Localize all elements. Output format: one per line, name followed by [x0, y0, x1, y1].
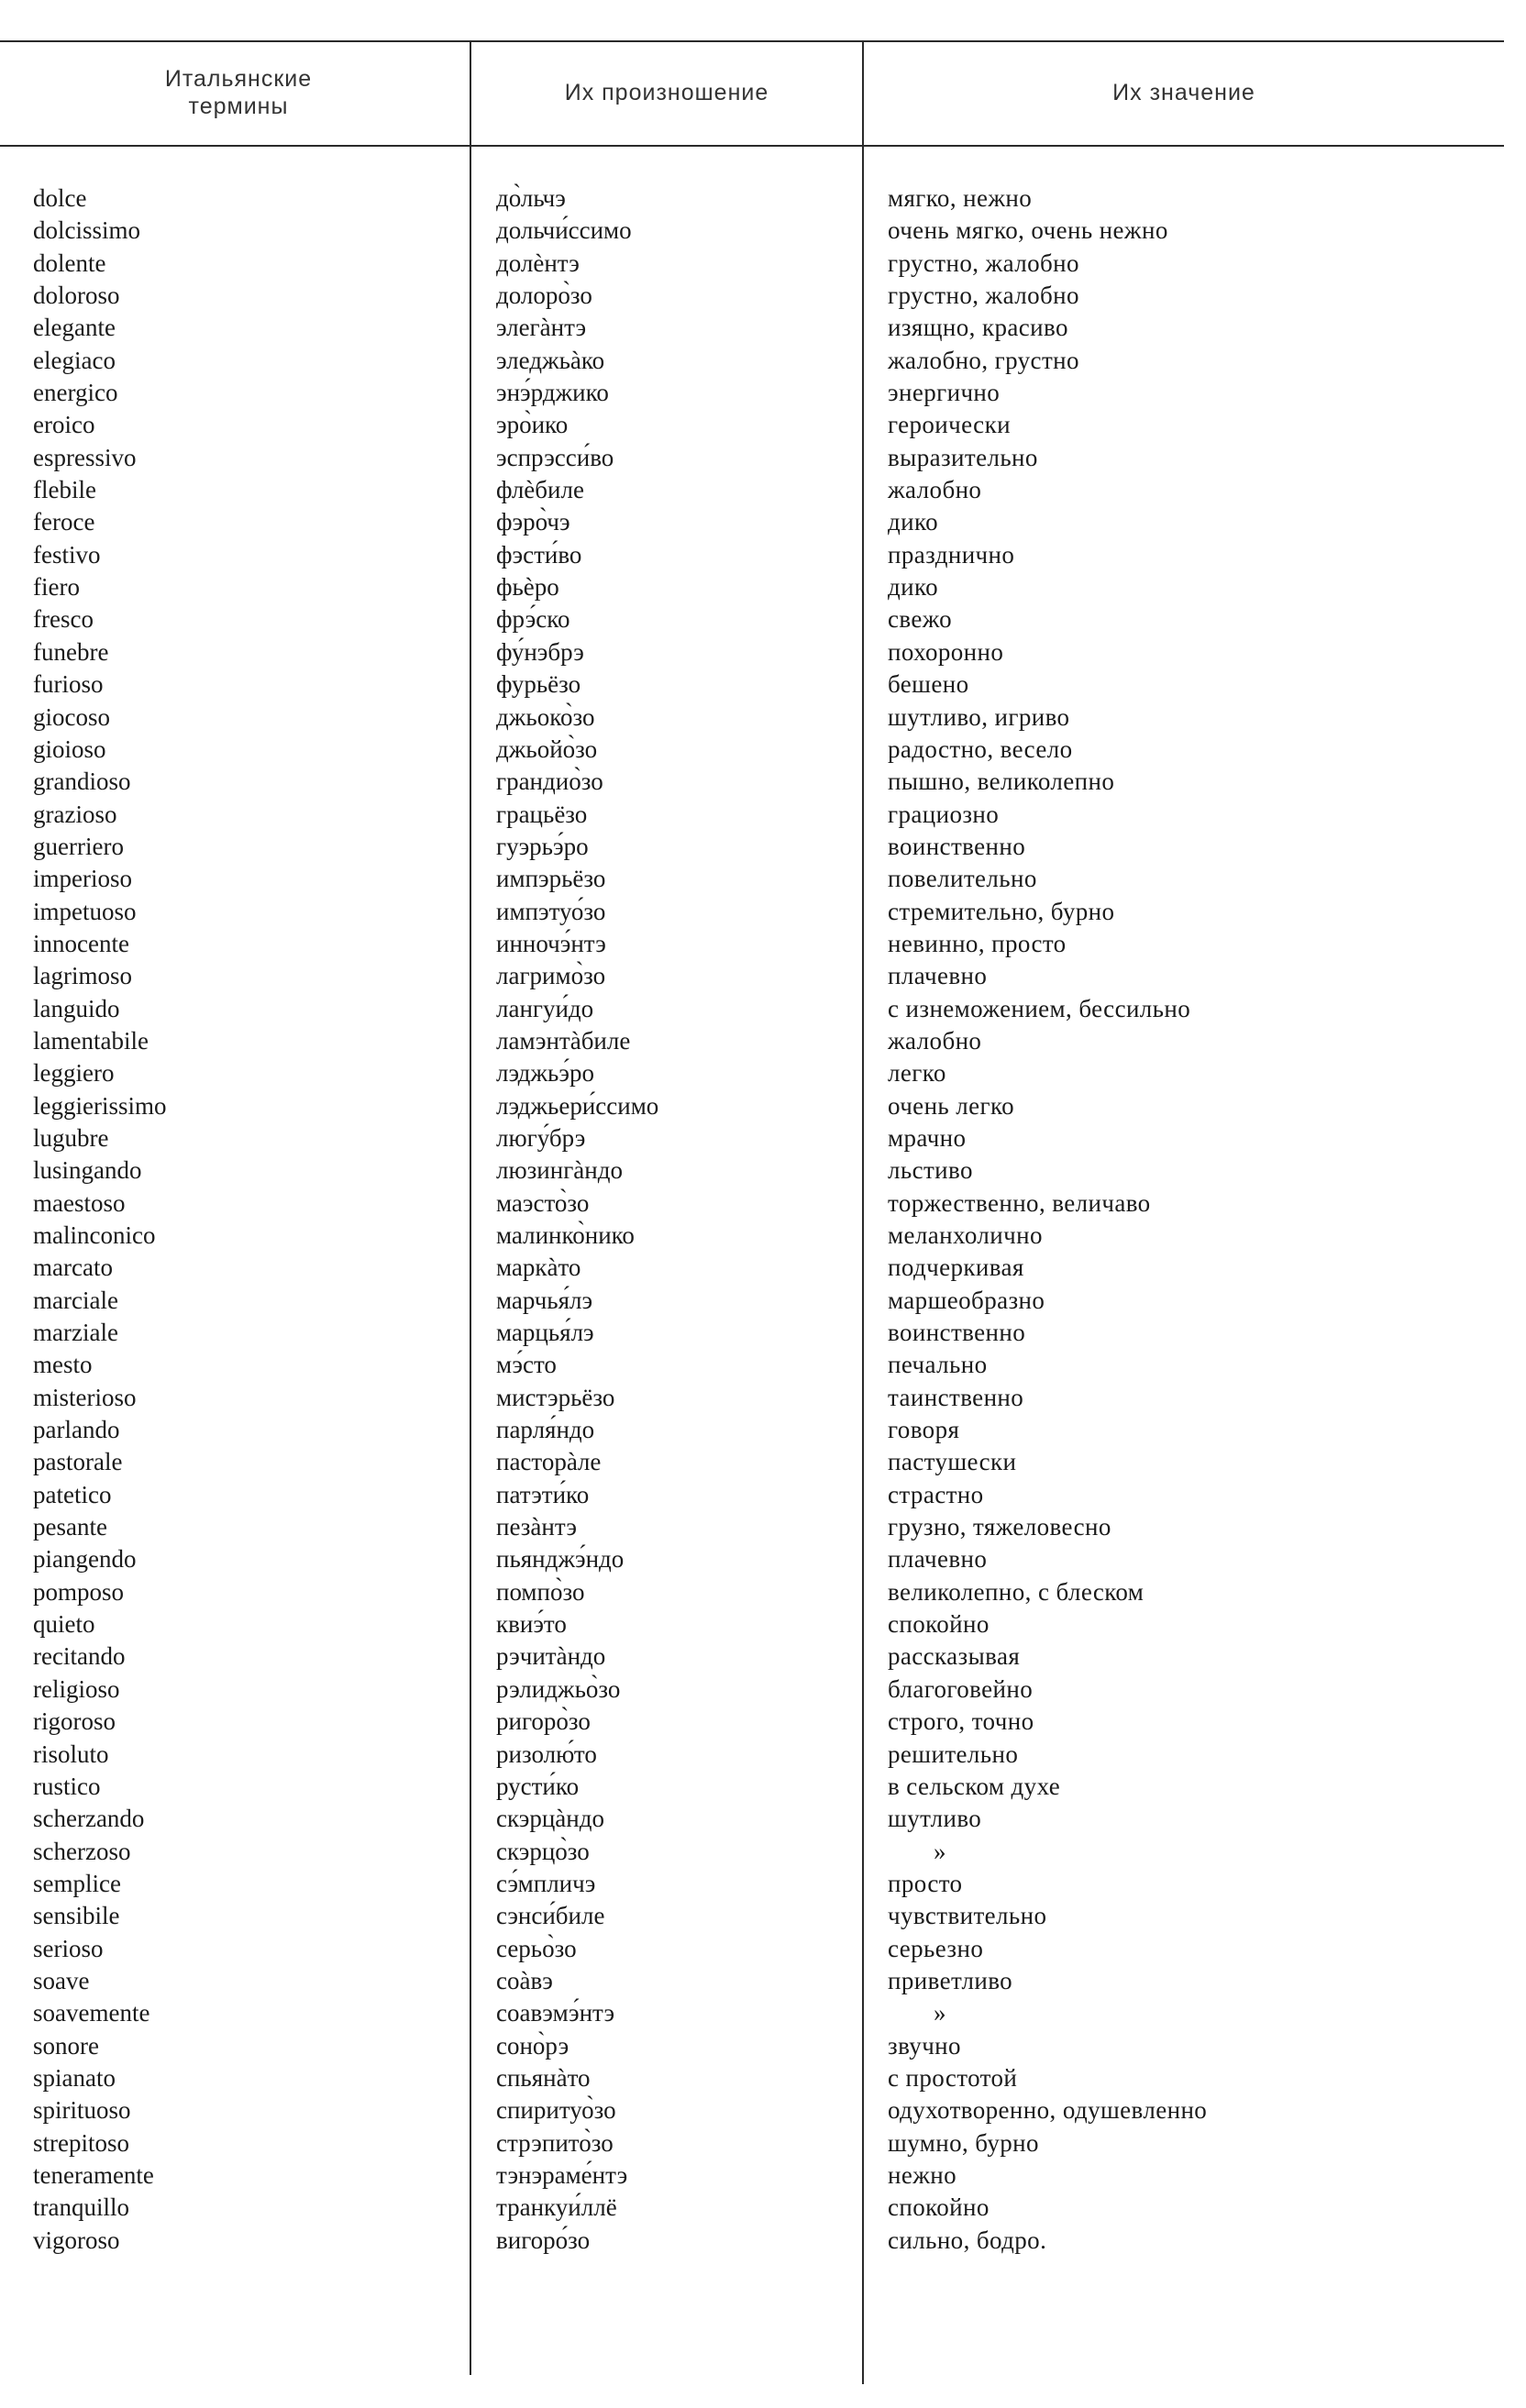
term-cell: pastorale: [33, 1448, 123, 1476]
header-italian-line2: термины: [188, 94, 289, 119]
header-meaning: Их значение: [1112, 80, 1255, 105]
pronunciation-cell: рэлиджьо̀зо: [496, 1674, 621, 1703]
term-cell: maestoso: [33, 1188, 126, 1217]
meaning-cell: чувствительно: [888, 1902, 1047, 1930]
term-cell: impetuoso: [33, 897, 137, 925]
term-cell: quieto: [33, 1610, 95, 1639]
term-cell: dolcissimo: [33, 216, 141, 245]
term-cell: malinconico: [33, 1221, 156, 1249]
pronunciation-cell: эро̀ико: [496, 411, 569, 439]
pronunciation-cell: квиэ́то: [496, 1610, 567, 1639]
meaning-cell: льстиво: [888, 1156, 973, 1185]
term-cell: grandioso: [33, 768, 131, 796]
term-cell: innocente: [33, 929, 129, 957]
pronunciation-cell: люзингàндо: [496, 1156, 623, 1185]
meaning-cell: меланхолично: [888, 1221, 1043, 1249]
term-cell: lusingando: [33, 1156, 142, 1185]
term-cell: soave: [33, 1966, 90, 1994]
meaning-cell: жалобно: [888, 476, 982, 504]
meaning-cell: плачевно: [888, 1545, 988, 1574]
pronunciation-cell: ламэнтàбиле: [496, 1026, 631, 1055]
meaning-cell: жалобно, грустно: [888, 346, 1079, 374]
pronunciation-cell: соавэмэ́нтэ: [496, 1999, 615, 2027]
meaning-cell: грузно, тяжеловесно: [888, 1513, 1111, 1541]
pronunciation-cell: импэрьёзо: [496, 865, 606, 893]
term-cell: spianato: [33, 2063, 116, 2092]
meaning-cell: страстно: [888, 1480, 984, 1508]
meaning-cell: рассказывая: [888, 1642, 1021, 1671]
term-cell: feroce: [33, 508, 95, 536]
pronunciation-cell: гуэрьэ́ро: [496, 832, 589, 860]
pronunciation-cell: долоро̀зо: [496, 282, 592, 310]
column-italian-terms: [33, 182, 464, 2257]
pronunciation-cell: соно̀рэ: [496, 2031, 569, 2060]
pronunciation-cell: скэрцàндо: [496, 1805, 604, 1833]
meaning-cell: плачевно: [888, 962, 988, 990]
meaning-cell: дико: [888, 573, 939, 602]
pronunciation-cell: транкуи́ллё: [496, 2193, 617, 2222]
pronunciation-cell: грандио̀зо: [496, 768, 603, 796]
meaning-cell: невинно, просто: [888, 929, 1067, 957]
meaning-cell: маршеобразно: [888, 1286, 1045, 1314]
meaning-cell: с простотой: [888, 2063, 1018, 2092]
meaning-cell: грустно, жалобно: [888, 282, 1079, 310]
term-cell: giocoso: [33, 702, 110, 731]
pronunciation-cell: патэти́ко: [496, 1480, 590, 1508]
pronunciation-cell: сэнси́биле: [496, 1902, 605, 1930]
meaning-cell: воинственно: [888, 832, 1026, 860]
term-cell: lagrimoso: [33, 962, 132, 990]
pronunciation-cell: лангуи́до: [496, 994, 594, 1022]
term-cell: sensibile: [33, 1902, 120, 1930]
term-cell: eroico: [33, 411, 95, 439]
pronunciation-cell: помпо̀зо: [496, 1577, 585, 1606]
meaning-cell: »: [934, 1999, 946, 2027]
term-cell: lamentabile: [33, 1026, 149, 1055]
term-cell: dolente: [33, 249, 106, 277]
term-cell: flebile: [33, 476, 96, 504]
pronunciation-cell: фрэ́ско: [496, 605, 570, 634]
pronunciation-cell: фьѐро: [496, 573, 559, 602]
pronunciation-cell: люгу́брэ: [496, 1123, 586, 1152]
pronunciation-cell: ригоро̀зо: [496, 1707, 591, 1736]
column-divider-2: [862, 40, 864, 2384]
pronunciation-cell: русти́ко: [496, 1772, 580, 1800]
term-cell: funebre: [33, 637, 109, 666]
term-cell: dolce: [33, 184, 87, 212]
term-cell: recitando: [33, 1642, 126, 1671]
pronunciation-cell: лэджьери́ссимо: [496, 1091, 659, 1120]
pronunciation-cell: импэтуо́зо: [496, 897, 606, 925]
term-cell: piangendo: [33, 1545, 137, 1574]
meaning-cell: очень мягко, очень нежно: [888, 216, 1168, 245]
meaning-cell: печально: [888, 1351, 988, 1379]
meaning-cell: звучно: [888, 2031, 961, 2060]
pronunciation-cell: тэнэраме́нтэ: [496, 2160, 628, 2189]
meaning-cell: энергично: [888, 379, 1001, 407]
pronunciation-cell: мэ́сто: [496, 1351, 557, 1379]
term-cell: spirituoso: [33, 2096, 131, 2125]
meaning-cell: великолепно, с блеском: [888, 1577, 1144, 1606]
pronunciation-cell: фэсти́во: [496, 540, 582, 569]
meaning-cell: сильно, бодро.: [888, 2226, 1047, 2254]
meaning-cell: мягко, нежно: [888, 184, 1033, 212]
pronunciation-cell: соàвэ: [496, 1966, 553, 1994]
meaning-cell: шутливо: [888, 1805, 982, 1833]
term-cell: pomposo: [33, 1577, 125, 1606]
term-cell: elegiaco: [33, 346, 116, 374]
term-cell: teneramente: [33, 2160, 154, 2189]
term-cell: scherzando: [33, 1805, 145, 1833]
term-cell: fiero: [33, 573, 80, 602]
term-cell: leggiero: [33, 1059, 115, 1088]
meaning-cell: героически: [888, 411, 1011, 439]
term-cell: religioso: [33, 1674, 120, 1703]
pronunciation-cell: грацьёзо: [496, 800, 588, 828]
pronunciation-cell: мистэрьёзо: [496, 1383, 615, 1411]
pronunciation-cell: фэро̀чэ: [496, 508, 570, 536]
meaning-cell: одухотворенно, одушевленно: [888, 2096, 1208, 2125]
pronunciation-cell: долѐнтэ: [496, 249, 580, 277]
term-cell: doloroso: [33, 282, 120, 310]
meaning-cell: празднично: [888, 540, 1015, 569]
pronunciation-cell: эледжьàко: [496, 346, 605, 374]
pronunciation-cell: сэ́мпличэ: [496, 1869, 596, 1897]
meaning-cell: похоронно: [888, 637, 1004, 666]
term-cell: serioso: [33, 1934, 104, 1962]
term-cell: energico: [33, 379, 118, 407]
meaning-cell: спокойно: [888, 2193, 990, 2222]
meaning-cell: подчеркивая: [888, 1254, 1024, 1282]
meaning-cell: серьезно: [888, 1934, 984, 1962]
meaning-cell: приветливо: [888, 1966, 1013, 1994]
pronunciation-cell: пезàнтэ: [496, 1513, 577, 1541]
term-cell: furioso: [33, 670, 104, 699]
term-cell: marciale: [33, 1286, 118, 1314]
term-cell: rigoroso: [33, 1707, 116, 1736]
meaning-cell: говоря: [888, 1416, 960, 1444]
meaning-cell: шутливо, игриво: [888, 702, 1070, 731]
meaning-cell: строго, точно: [888, 1707, 1034, 1736]
term-cell: sonore: [33, 2031, 99, 2060]
meaning-cell: в сельском духе: [888, 1772, 1061, 1800]
meaning-cell: спокойно: [888, 1610, 990, 1639]
term-cell: misterioso: [33, 1383, 137, 1411]
term-cell: patetico: [33, 1480, 112, 1508]
pronunciation-cell: лагримо̀зо: [496, 962, 606, 990]
meaning-cell: стремительно, бурно: [888, 897, 1115, 925]
pronunciation-cell: фу́нэбрэ: [496, 637, 584, 666]
meaning-cell: дико: [888, 508, 939, 536]
term-cell: languido: [33, 994, 120, 1022]
pronunciation-cell: инночэ́нтэ: [496, 929, 606, 957]
table-header-rule: [0, 145, 1504, 147]
pronunciation-cell: до̀льчэ: [496, 184, 566, 212]
meaning-cell: жалобно: [888, 1026, 982, 1055]
pronunciation-cell: маэсто̀зо: [496, 1188, 590, 1217]
meaning-cell: изящно, красиво: [888, 314, 1068, 342]
pronunciation-cell: эспрэсси́во: [496, 443, 614, 471]
meaning-cell: повелительно: [888, 865, 1037, 893]
header-italian-line1: Итальянские: [164, 66, 313, 92]
pronunciation-cell: вигоро́зо: [496, 2226, 591, 2254]
meaning-cell: грустно, жалобно: [888, 249, 1079, 277]
meaning-cell: шумно, бурно: [888, 2128, 1039, 2157]
term-cell: grazioso: [33, 800, 117, 828]
term-cell: elegante: [33, 314, 116, 342]
term-cell: lugubre: [33, 1123, 109, 1152]
pronunciation-cell: рэчитàндо: [496, 1642, 606, 1671]
pronunciation-cell: парля́ндо: [496, 1416, 595, 1444]
meaning-cell: пышно, великолепно: [888, 768, 1115, 796]
term-cell: imperioso: [33, 865, 132, 893]
column-meaning: [888, 182, 1502, 2257]
pronunciation-cell: пасторàле: [496, 1448, 602, 1476]
pronunciation-cell: спиритуо̀зо: [496, 2096, 616, 2125]
term-cell: espressivo: [33, 443, 137, 471]
term-cell: fresco: [33, 605, 94, 634]
term-cell: pesante: [33, 1513, 107, 1541]
meaning-cell: очень легко: [888, 1091, 1015, 1120]
meaning-cell: решительно: [888, 1740, 1019, 1768]
meaning-cell: пастушески: [888, 1448, 1017, 1476]
term-cell: rustico: [33, 1772, 101, 1800]
pronunciation-cell: серьо̀зо: [496, 1934, 577, 1962]
meaning-cell: свежо: [888, 605, 953, 634]
pronunciation-cell: марчья́лэ: [496, 1286, 593, 1314]
column-pronunciation: [496, 182, 858, 2257]
pronunciation-cell: элегàнтэ: [496, 314, 587, 342]
pronunciation-cell: джьоко̀зо: [496, 702, 595, 731]
pronunciation-cell: флѐбиле: [496, 476, 584, 504]
meaning-cell: »: [934, 1837, 946, 1865]
pronunciation-cell: пьянджэ́ндо: [496, 1545, 625, 1574]
term-cell: leggierissimo: [33, 1091, 167, 1120]
pronunciation-cell: стрэпито̀зо: [496, 2128, 614, 2157]
pronunciation-cell: фурьёзо: [496, 670, 581, 699]
term-cell: soavemente: [33, 1999, 150, 2027]
meaning-cell: воинственно: [888, 1319, 1026, 1347]
term-cell: risoluto: [33, 1740, 109, 1768]
term-cell: parlando: [33, 1416, 120, 1444]
meaning-cell: таинственно: [888, 1383, 1024, 1411]
meaning-cell: грациозно: [888, 800, 1000, 828]
meaning-cell: легко: [888, 1059, 946, 1088]
meaning-cell: торжественно, величаво: [888, 1188, 1151, 1217]
pronunciation-cell: скэрцо̀зо: [496, 1837, 590, 1865]
meaning-cell: выразительно: [888, 443, 1038, 471]
pronunciation-cell: спьянàто: [496, 2063, 591, 2092]
term-cell: strepitoso: [33, 2128, 129, 2157]
term-cell: mesto: [33, 1351, 93, 1379]
meaning-cell: благоговейно: [888, 1674, 1034, 1703]
term-cell: marziale: [33, 1319, 118, 1347]
meaning-cell: с изнеможением, бессильно: [888, 994, 1191, 1022]
term-cell: marcato: [33, 1254, 113, 1282]
term-cell: gioioso: [33, 735, 106, 763]
term-cell: scherzoso: [33, 1837, 131, 1865]
meaning-cell: мрачно: [888, 1123, 967, 1152]
term-cell: festivo: [33, 540, 101, 569]
pronunciation-cell: малинко̀нико: [496, 1221, 635, 1249]
meaning-cell: нежно: [888, 2160, 957, 2189]
header-pronunciation: Их произношение: [564, 80, 769, 105]
pronunciation-cell: маркàто: [496, 1254, 581, 1282]
term-cell: vigoroso: [33, 2226, 120, 2254]
pronunciation-cell: дольчи́ссимо: [496, 216, 632, 245]
header-italian-terms: [101, 40, 376, 145]
pronunciation-cell: ризолю́то: [496, 1740, 597, 1768]
pronunciation-cell: джьойо̀зо: [496, 735, 598, 763]
pronunciation-cell: марцья́лэ: [496, 1319, 594, 1347]
column-divider-1: [470, 40, 471, 2375]
pronunciation-cell: энэ́рджико: [496, 379, 609, 407]
meaning-cell: радостно, весело: [888, 735, 1073, 763]
term-cell: tranquillo: [33, 2193, 129, 2222]
term-cell: semplice: [33, 1869, 121, 1897]
term-cell: guerriero: [33, 832, 124, 860]
meaning-cell: просто: [888, 1869, 963, 1897]
meaning-cell: бешено: [888, 670, 969, 699]
pronunciation-cell: лэджьэ́ро: [496, 1059, 594, 1088]
